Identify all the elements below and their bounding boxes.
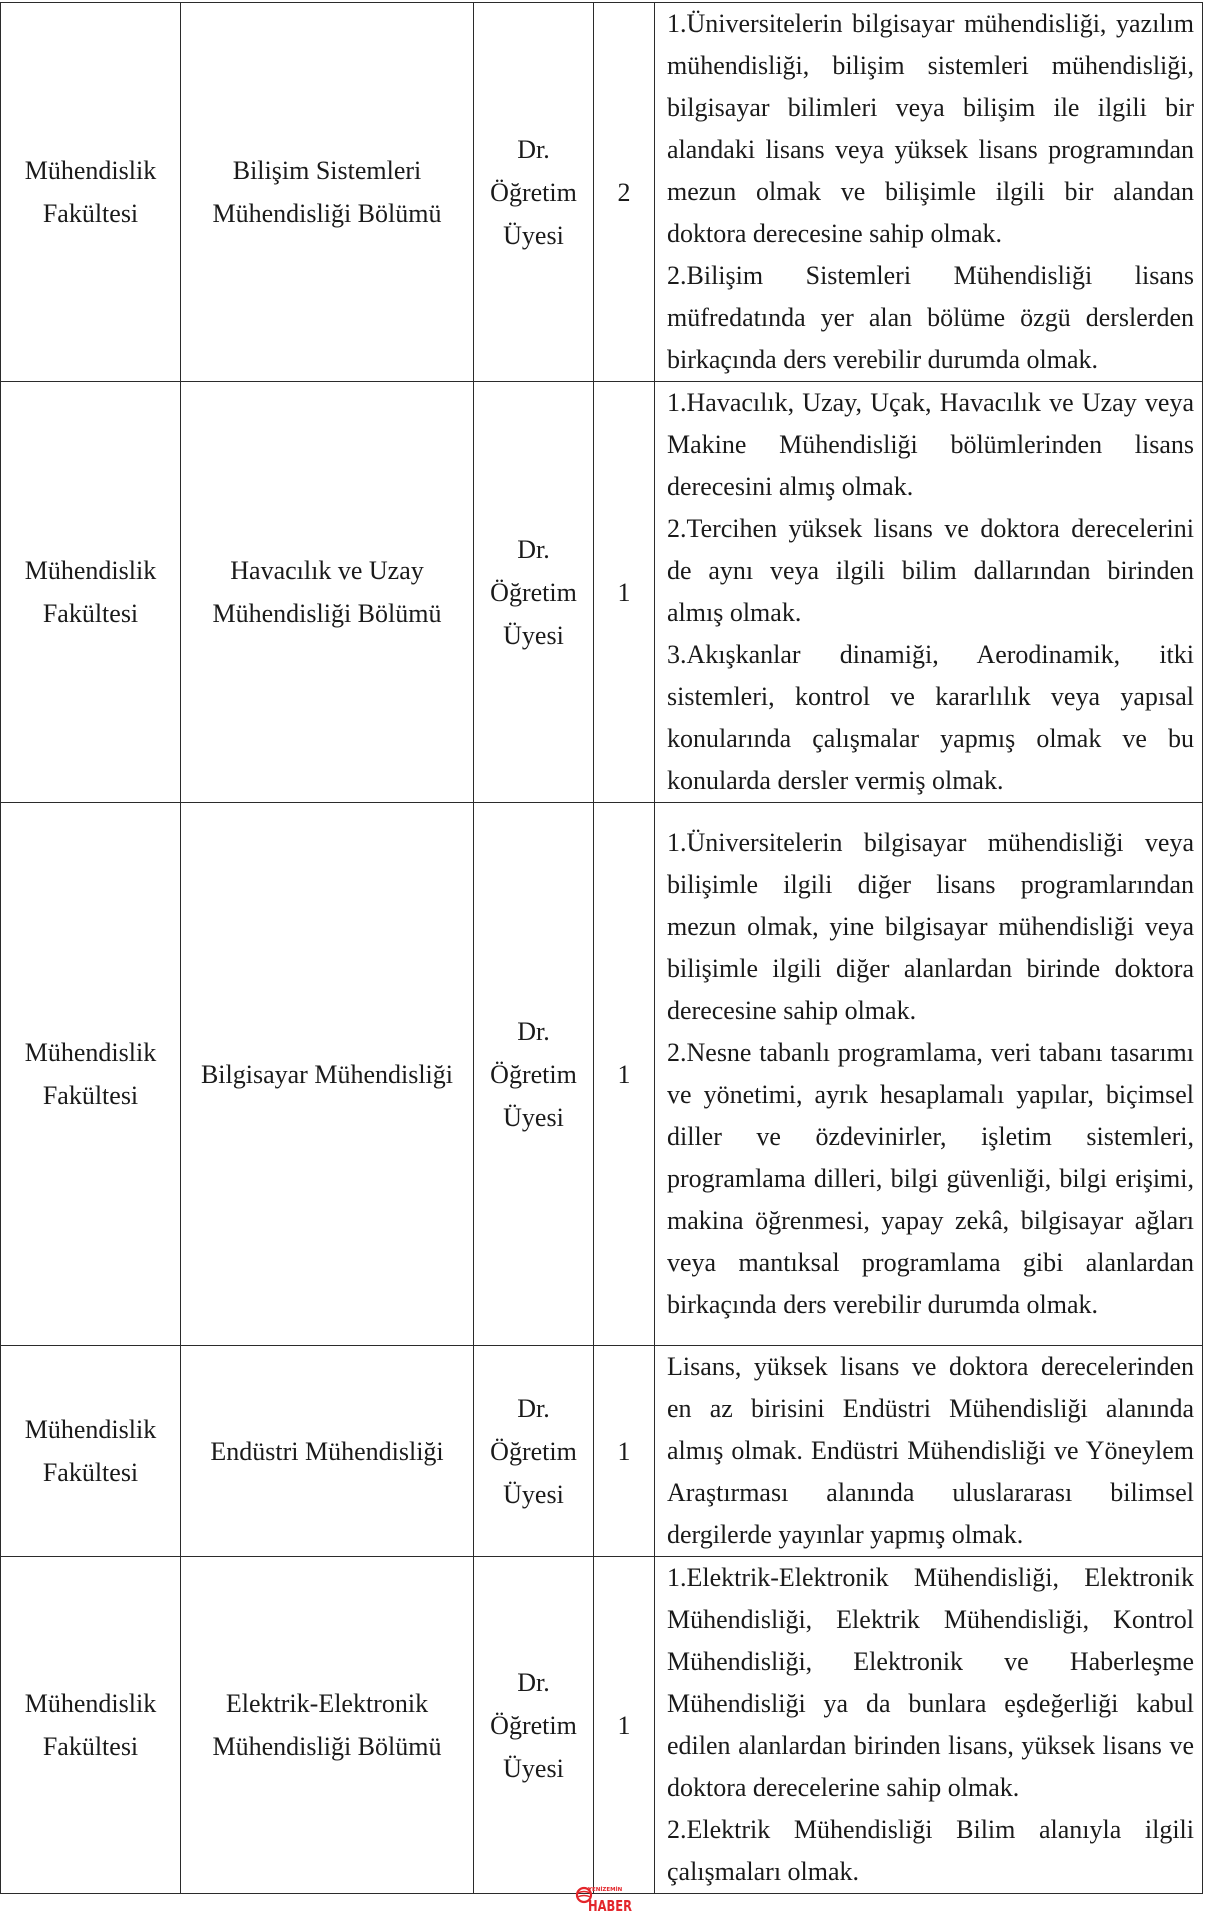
faculty-name-line: Mühendislik	[24, 1415, 157, 1444]
faculty-cell	[1, 3, 181, 382]
requirements-cell	[655, 1557, 1203, 1894]
department-name-line: Bilgisayar Mühendisliği	[200, 1059, 454, 1089]
position-title-cell	[474, 382, 594, 803]
department-cell	[181, 3, 474, 382]
logo-top-text: YENİZEMİN	[588, 1887, 623, 1893]
faculty-cell	[1, 1557, 181, 1894]
position-title-line: Öğretim	[490, 177, 577, 207]
position-title-line: Dr.	[517, 134, 550, 164]
faculty-name-line: Mühendislik	[24, 1689, 157, 1718]
requirement-item: 3.Akışkanlar dinamiği, Aerodinamik, itki sistemleri, kontrol ve kararlılık veya yapısal konularında çalışmalar yapmış olmak ve bu konularda dersler vermiş olmak.	[667, 640, 1194, 795]
faculty-name-line: Fakültesi	[42, 1458, 139, 1487]
position-title-cell	[474, 803, 594, 1346]
position-title-cell	[474, 1557, 594, 1894]
faculty-cell	[1, 1346, 181, 1557]
faculty-name-line: Mühendislik	[24, 1038, 157, 1067]
position-title-line: Üyesi	[503, 1479, 564, 1509]
department-name-line: Mühendisliği Bölümü	[212, 1732, 442, 1761]
position-count-cell	[594, 3, 655, 382]
position-count-cell	[594, 803, 655, 1346]
position-count-cell	[594, 382, 655, 803]
requirements-cell	[655, 3, 1203, 382]
table-row	[1, 1557, 1203, 1894]
faculty-name-line: Fakültesi	[42, 1732, 139, 1761]
position-title-line: Öğretim	[490, 1059, 577, 1089]
department-cell	[181, 1346, 474, 1557]
faculty-cell	[1, 803, 181, 1346]
requirements-cell	[655, 1346, 1203, 1557]
department-cell	[181, 1557, 474, 1894]
requirement-item: Lisans, yüksek lisans ve doktora derecelerinden en az birisini Endüstri Mühendisliği alanında almış olmak. Endüstri Mühendisliği ve Yöneylem Araştırması alanında uluslararası bilimsel dergilerde yayınlar yapmış olmak.	[667, 1352, 1194, 1549]
requirement-item: 1.Üniversitelerin bilgisayar mühendisliği, yazılım mühendisliği, bilişim sistemleri mühendisliği, bilgisayar bilimleri veya bilişim ile ilgili bir alandaki lisans veya yüksek lisans programından mezun olmak ve bilişimle ilgili bir alandan doktora derecesine sahip olmak.	[667, 9, 1194, 248]
position-title-line: Dr.	[517, 1393, 550, 1423]
position-count: 1	[617, 577, 631, 607]
faculty-name-line: Fakültesi	[42, 599, 139, 628]
position-count: 1	[617, 1436, 631, 1466]
position-title-line: Üyesi	[503, 1753, 564, 1783]
faculty-postings-table	[0, 2, 1203, 1894]
logo-icon	[576, 1884, 634, 1914]
faculty-name-line: Mühendislik	[24, 156, 157, 185]
department-name-line: Endüstri Mühendisliği	[210, 1436, 444, 1466]
position-title-line: Üyesi	[503, 220, 564, 250]
position-title-line: Öğretim	[490, 1436, 577, 1466]
position-count-cell	[594, 1346, 655, 1557]
position-count: 1	[617, 1710, 631, 1740]
requirement-item: 2.Tercihen yüksek lisans ve doktora derecelerini de aynı veya ilgili bilim dallarından birinden almış olmak.	[667, 514, 1194, 627]
requirement-item: 2.Bilişim Sistemleri Mühendisliği lisans müfredatında yer alan bölüme özgü derslerden birkaçında ders verebilir durumda olmak.	[667, 261, 1194, 374]
position-title-line: Dr.	[517, 1016, 550, 1046]
requirement-item: 1.Üniversitelerin bilgisayar mühendisliği veya bilişimle ilgili diğer lisans programlarından mezun olmak, yine bilgisayar mühendisliği veya bilişimle ilgili diğer alanlardan birinde doktora derecesine sahip olmak.	[667, 828, 1194, 1025]
department-name-line: Mühendisliği Bölümü	[212, 199, 442, 228]
table-row	[1, 1346, 1203, 1557]
department-cell	[181, 803, 474, 1346]
requirements-cell	[655, 803, 1203, 1346]
table-row	[1, 382, 1203, 803]
position-title-line: Öğretim	[490, 577, 577, 607]
position-count: 1	[617, 1059, 631, 1089]
position-title-line: Dr.	[517, 534, 550, 564]
faculty-name-line: Mühendislik	[24, 556, 157, 585]
requirements-cell	[655, 382, 1203, 803]
position-title-line: Öğretim	[490, 1710, 577, 1740]
position-title-line: Üyesi	[503, 620, 564, 650]
faculty-cell	[1, 382, 181, 803]
department-name-line: Elektrik-Elektronik	[225, 1689, 429, 1718]
department-name-line: Havacılık ve Uzay	[230, 556, 424, 585]
logo-main-text: HABER	[588, 1897, 633, 1915]
table-body	[1, 3, 1203, 1894]
position-title-line: Üyesi	[503, 1102, 564, 1132]
requirement-item: 2.Nesne tabanlı programlama, veri tabanı tasarımı ve yönetimi, ayrık hesaplamalı yapılar, biçimsel diller ve özdevinirler, işletim sistemleri, programlama dilleri, bilgi güvenliği, bilgi erişimi, makina öğrenmesi, yapay zekâ, bilgisayar ağları veya mantıksal programlama gibi alanlardan birkaçında ders verebilir durumda olmak.	[667, 1038, 1194, 1319]
faculty-name-line: Fakültesi	[42, 199, 139, 228]
position-title-line: Dr.	[517, 1667, 550, 1697]
department-cell	[181, 382, 474, 803]
requirement-item: 1.Elektrik-Elektronik Mühendisliği, Elektronik Mühendisliği, Elektrik Mühendisliği, Kontrol Mühendisliği, Elektronik ve Haberleşme Mühendisliği ya da bunlara eşdeğerliği kabul edilen alanlardan birinden lisans, yüksek lisans ve doktora derecelerine sahip olmak.	[667, 1563, 1194, 1802]
department-name-line: Bilişim Sistemleri	[232, 156, 422, 185]
position-count: 2	[617, 177, 631, 207]
position-count-cell	[594, 1557, 655, 1894]
faculty-name-line: Fakültesi	[42, 1081, 139, 1110]
position-title-cell	[474, 1346, 594, 1557]
requirement-item: 2.Elektrik Mühendisliği Bilim alanıyla ilgili çalışmaları olmak.	[667, 1815, 1194, 1886]
yenizemin-haber-logo	[576, 1884, 634, 1914]
requirement-item: 1.Havacılık, Uzay, Uçak, Havacılık ve Uzay veya Makine Mühendisliği bölümlerinden lisans derecesini almış olmak.	[667, 388, 1194, 501]
position-title-cell	[474, 3, 594, 382]
table-row	[1, 3, 1203, 382]
department-name-line: Mühendisliği Bölümü	[212, 599, 442, 628]
table-row	[1, 803, 1203, 1346]
